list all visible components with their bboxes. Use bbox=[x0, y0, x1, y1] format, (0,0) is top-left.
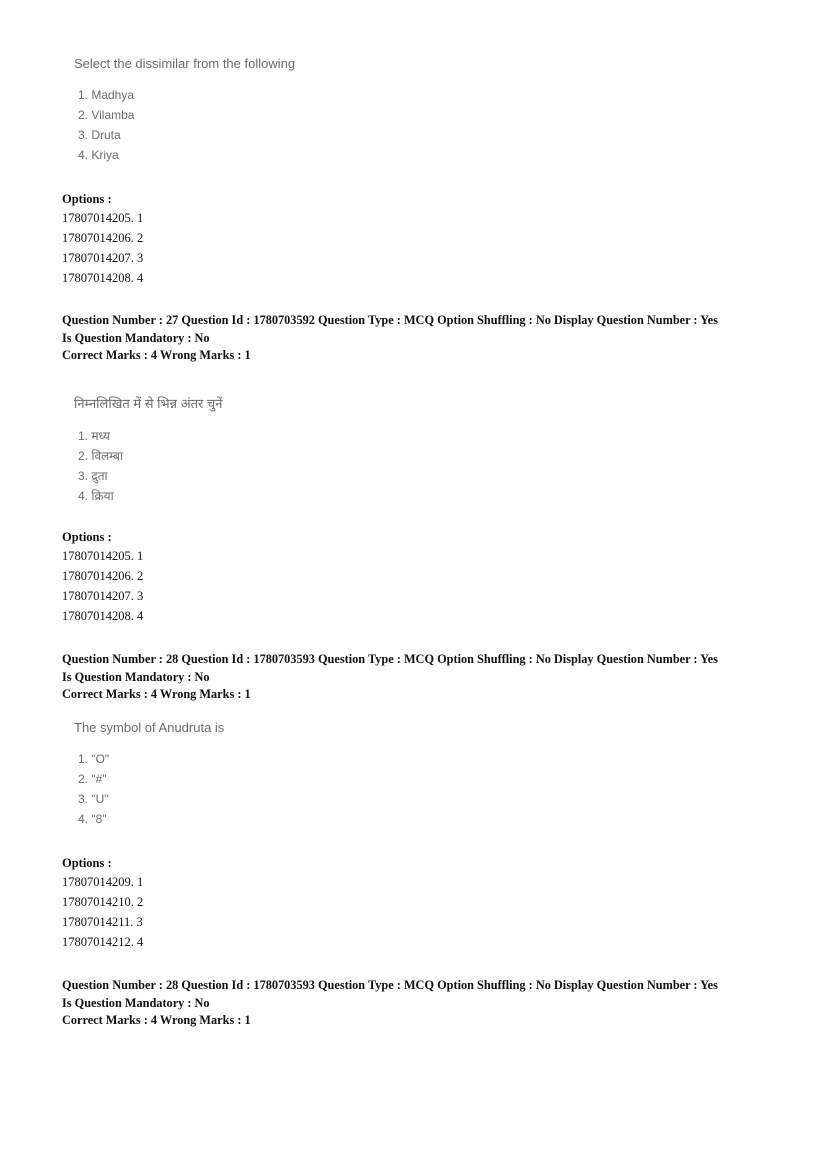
choice-item: 2. विलम्बा bbox=[78, 449, 124, 463]
choice-item: 3. द्रुता bbox=[78, 469, 108, 483]
option-item: 17807014207. 3 bbox=[62, 251, 144, 265]
question-image bbox=[70, 56, 295, 165]
choice-item: 2. "#" bbox=[78, 772, 107, 786]
options-label: Options : bbox=[62, 530, 112, 544]
option-item: 17807014205. 1 bbox=[62, 211, 144, 225]
option-item: 17807014212. 4 bbox=[62, 935, 144, 949]
choice-item: 4. क्रिया bbox=[78, 489, 114, 503]
question-meta-line: Question Number : 27 Question Id : 1780703592 Question Type : MCQ Option Shuffling : No Display Question Number : Yes bbox=[62, 313, 718, 327]
question-text: निम्नलिखित में से भिन्न अंतर चुनें bbox=[74, 396, 223, 411]
question-mandatory: Is Question Mandatory : No bbox=[62, 330, 210, 345]
choice-list bbox=[70, 426, 222, 506]
question-mandatory: Is Question Mandatory : No bbox=[62, 995, 210, 1010]
option-item: 17807014208. 4 bbox=[62, 271, 144, 285]
question-marks: Correct Marks : 4 Wrong Marks : 1 bbox=[62, 687, 251, 701]
choice-list bbox=[70, 85, 295, 165]
question-image bbox=[70, 720, 224, 829]
question-marks: Correct Marks : 4 Wrong Marks : 1 bbox=[62, 1013, 251, 1027]
choice-item: 1. "O" bbox=[78, 752, 110, 766]
option-item: 17807014210. 2 bbox=[62, 895, 144, 909]
options-section bbox=[62, 854, 782, 952]
option-item: 17807014205. 1 bbox=[62, 549, 144, 563]
choice-list bbox=[70, 749, 224, 829]
choice-item: 1. Madhya bbox=[78, 88, 135, 102]
choice-item: 2. Vilamba bbox=[78, 108, 135, 122]
question-meta-line: Question Number : 28 Question Id : 1780703593 Question Type : MCQ Option Shuffling : No Display Question Number : Yes bbox=[62, 652, 718, 666]
option-item: 17807014207. 3 bbox=[62, 589, 144, 603]
option-item: 17807014208. 4 bbox=[62, 609, 144, 623]
question-text: Select the dissimilar from the following bbox=[74, 56, 296, 71]
options-label: Options : bbox=[62, 192, 112, 206]
choice-item: 3. "U" bbox=[78, 792, 109, 806]
option-item: 17807014211. 3 bbox=[62, 915, 143, 929]
choice-item: 3. Druta bbox=[78, 128, 121, 142]
question-meta bbox=[62, 977, 792, 1030]
question-marks: Correct Marks : 4 Wrong Marks : 1 bbox=[62, 348, 251, 362]
options-section bbox=[62, 528, 782, 626]
choice-item: 4. Kriya bbox=[78, 148, 119, 162]
question-image bbox=[70, 394, 222, 506]
question-meta bbox=[62, 651, 792, 704]
question-mandatory: Is Question Mandatory : No bbox=[62, 669, 210, 684]
question-text: The symbol of Anudruta is bbox=[74, 720, 225, 735]
options-label: Options : bbox=[62, 856, 112, 870]
option-item: 17807014209. 1 bbox=[62, 875, 144, 889]
choice-item: 4. "8" bbox=[78, 812, 107, 826]
choice-item: 1. मध्य bbox=[78, 429, 110, 443]
options-section bbox=[62, 190, 782, 288]
question-meta bbox=[62, 312, 792, 365]
option-item: 17807014206. 2 bbox=[62, 569, 144, 583]
question-meta-line: Question Number : 28 Question Id : 1780703593 Question Type : MCQ Option Shuffling : No Display Question Number : Yes bbox=[62, 978, 718, 992]
option-item: 17807014206. 2 bbox=[62, 231, 144, 245]
